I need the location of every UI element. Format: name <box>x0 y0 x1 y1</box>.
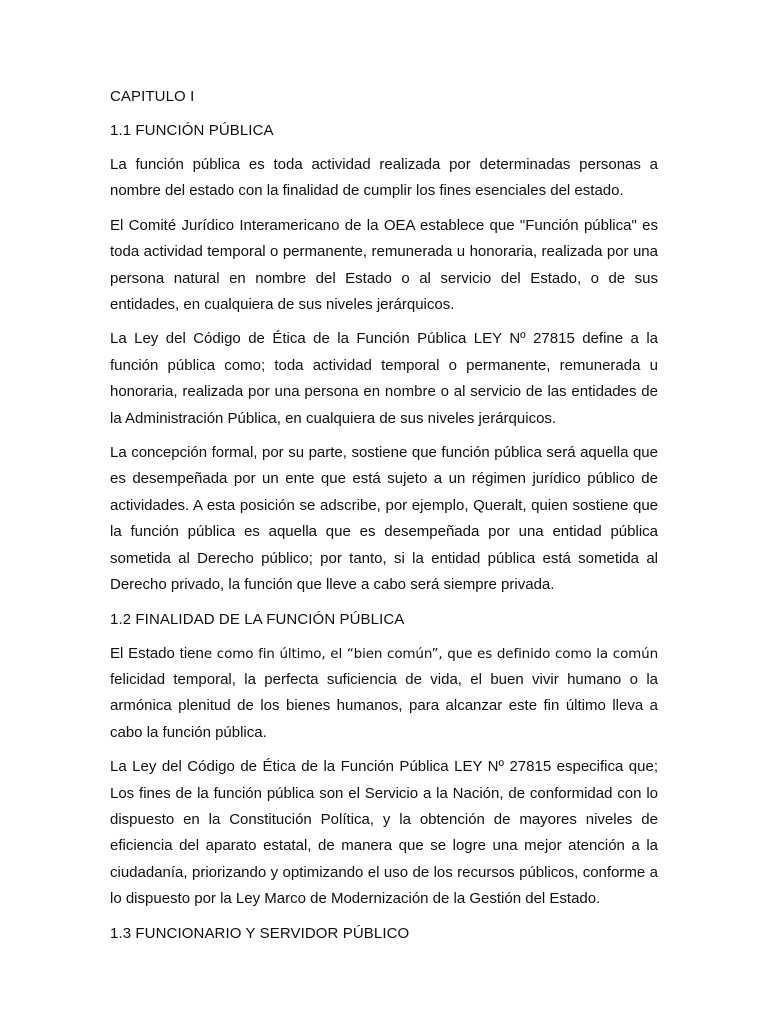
paragraph-1-1-d: La concepción formal, por su parte, sostiene que función pública será aquella que es desempeñada por un ente que está sujeto a un régimen jurídico público de actividades. A esta posición se adscribe, por ejemplo, Queralt, quien sostiene que la función pública es aquella que es desempeñada por una entidad pública sometida al Derecho público; por tanto, si la entidad pública está sometida al Derecho privado, la función que lleve a cabo será siempre privada. <box>110 444 658 594</box>
paragraph-1-2-a-end: felicidad temporal, la perfecta suficiencia de vida, el buen vivir humano o la armónica plenitud de los bienes humanos, para alcanzar este fin último lleva a cabo la función pública. <box>110 670 658 741</box>
paragraph-1-2-a-alt-font: e como fin último, el “bien común”, que es definido como la común <box>203 645 658 662</box>
paragraph-1-2-a-start: El Estado tien <box>110 644 204 662</box>
paragraph-1-1-a: La función pública es toda actividad realizada por determinadas personas a nombre del estado con la finalidad de cumplir los fines esenciales del estado. <box>110 156 658 200</box>
document-page <box>110 84 658 955</box>
section-title-1-2: 1.2 FINALIDAD DE LA FUNCIÓN PÚBLICA <box>110 610 405 628</box>
paragraph-1-2-b: La Ley del Código de Ética de la Función Pública LEY Nº 27815 especifica que; Los fines de la función pública son el Servicio a la Nación, de conformidad con lo dispuesto en la Constitución Política, y la obtención de mayores niveles de eficiencia del aparato estatal, de manera que se logre una mejor atención a la ciudadanía, priorizando y optimizando el uso de los recursos públicos, conforme a lo dispuesto por la Ley Marco de Modernización de la Gestión del Estado. <box>110 758 658 908</box>
paragraph-1-1-b: El Comité Jurídico Interamericano de la OEA establece que "Función pública" es toda actividad temporal o permanente, remunerada u honoraria, realizada por una persona natural en nombre del Estado o al servicio del Estado, o de sus entidades, en cualquiera de sus niveles jerárquicos. <box>110 216 658 314</box>
chapter-title: CAPITULO I <box>110 88 195 105</box>
section-title-1-1: 1.1 FUNCIÓN PÚBLICA <box>110 122 274 139</box>
paragraph-1-2-a <box>110 641 658 747</box>
section-title-1-3: 1.3 FUNCIONARIO Y SERVIDOR PÚBLICO <box>110 924 410 942</box>
paragraph-1-1-c: La Ley del Código de Ética de la Función Pública LEY Nº 27815 define a la función pública como; toda actividad temporal o permanente, remunerada u honoraria, realizada por una persona en nombre o al servicio de las entidades de la Administración Pública, en cualquiera de sus niveles jerárquicos. <box>110 330 658 427</box>
